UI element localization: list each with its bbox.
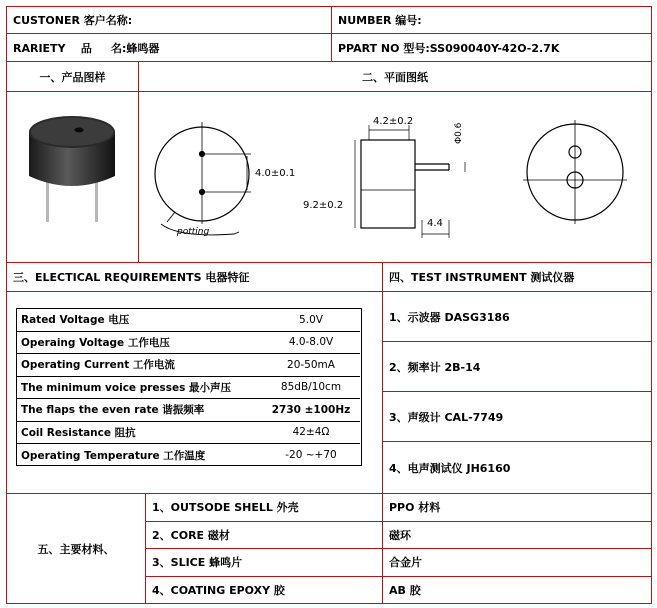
table-row xyxy=(17,399,360,422)
list-item xyxy=(382,391,652,442)
customer-cell xyxy=(6,6,332,34)
material-part xyxy=(145,548,383,577)
list-item xyxy=(382,441,652,494)
spec-value: 2730 ±100Hz xyxy=(271,403,351,416)
pin-diameter-label: Φ0.6 xyxy=(454,122,464,144)
spec-value: 5.0V xyxy=(299,313,323,326)
spec-label: The flaps the even rate 谐振频率 xyxy=(21,404,205,417)
material-part-label: 4、COATING EPOXY 胶 xyxy=(152,583,285,597)
table-row xyxy=(17,377,360,400)
instrument-label: 3、声级计 CAL-7749 xyxy=(389,410,504,424)
material-value xyxy=(382,548,652,577)
spec-label: Operaing Voltage 工作电压 xyxy=(21,336,170,349)
material-part xyxy=(145,521,383,550)
variety-cell xyxy=(6,33,332,62)
product-image-title: 一、产品图样 xyxy=(39,70,106,84)
side-view xyxy=(355,125,465,238)
list-item xyxy=(382,341,652,392)
material-part-label: 1、OUTSODE SHELL 外壳 xyxy=(152,501,299,515)
plan-drawing-cell xyxy=(138,91,652,263)
top-width-label: 4.2±0.2 xyxy=(373,116,414,127)
electrical-title: 三、ELECTICAL REQUIREMENTS 电器特征 xyxy=(13,271,250,284)
instrument-label: 2、频率计 2B-14 xyxy=(389,360,481,374)
number-label: NUMBER 编号: xyxy=(338,14,422,27)
height-label: 9.2±0.2 xyxy=(303,200,344,211)
spec-value: 4.0-8.0V xyxy=(288,336,334,349)
material-value-label: 合金片 xyxy=(389,556,422,570)
variety-label: RARIETY 品 名:蜂鸣器 xyxy=(13,41,160,55)
bottom-view xyxy=(155,122,251,235)
spec-label: The minimum voice presses 最小声压 xyxy=(21,381,232,394)
list-item xyxy=(382,291,652,342)
instrument-label: 1、示波器 DASG3186 xyxy=(389,310,510,324)
material-part-label: 3、SLICE 蜂鸣片 xyxy=(152,556,243,570)
table-row xyxy=(17,422,360,445)
spec-label: Operating Current 工作电流 xyxy=(21,359,175,372)
spec-value: 85dB/10cm xyxy=(280,381,342,394)
spec-label: Coil Resistance 阻抗 xyxy=(21,426,136,439)
part-no-label: PPART NO 型号:SS090040Y-42O-2.7K xyxy=(338,41,560,55)
materials-heading xyxy=(6,493,146,604)
spec-label: Rated Voltage 电压 xyxy=(21,314,130,327)
part-no-cell xyxy=(331,33,652,62)
plan-drawing-title: 二、平面图纸 xyxy=(362,70,428,84)
instrument-heading xyxy=(382,262,652,292)
technical-drawing xyxy=(139,92,651,262)
pin-distance-label: 4.0±0.1 xyxy=(255,168,296,179)
materials-title: 五、主要材料、 xyxy=(37,542,115,556)
instrument-label: 4、电声测试仪 JH6160 xyxy=(389,461,511,475)
material-value-label: AB 胶 xyxy=(389,583,421,597)
potting-label: potting xyxy=(177,227,210,237)
material-value xyxy=(382,521,652,550)
material-value-label: PPO 材料 xyxy=(389,501,441,515)
plan-drawing-heading xyxy=(138,61,652,92)
top-view xyxy=(523,120,627,224)
product-photo-cell xyxy=(6,91,139,263)
table-row xyxy=(17,444,360,467)
pin-length-label: 4.4 xyxy=(427,218,443,229)
table-row xyxy=(17,332,360,355)
spec-value: 20-50mA xyxy=(287,358,335,371)
material-value xyxy=(382,493,652,522)
material-part-label: 2、CORE 磁材 xyxy=(152,528,230,542)
spec-value: 42±4Ω xyxy=(292,426,330,439)
product-image-heading xyxy=(6,61,139,92)
spec-table xyxy=(16,308,362,466)
number-cell xyxy=(331,6,652,34)
material-part xyxy=(145,576,383,605)
electrical-heading xyxy=(6,262,383,292)
material-part xyxy=(145,493,383,522)
table-row xyxy=(17,309,360,332)
table-row xyxy=(17,354,360,377)
spec-value: -20 ~+70 xyxy=(285,449,337,462)
spec-label: Operating Temperature 工作温度 xyxy=(21,449,206,462)
material-value-label: 磁环 xyxy=(389,528,411,542)
buzzer-photo xyxy=(7,92,138,262)
customer-label: CUSTONER 客户名称: xyxy=(13,14,133,27)
material-value xyxy=(382,576,652,605)
instrument-title: 四、TEST INSTRUMENT 测试仪器 xyxy=(389,271,575,284)
